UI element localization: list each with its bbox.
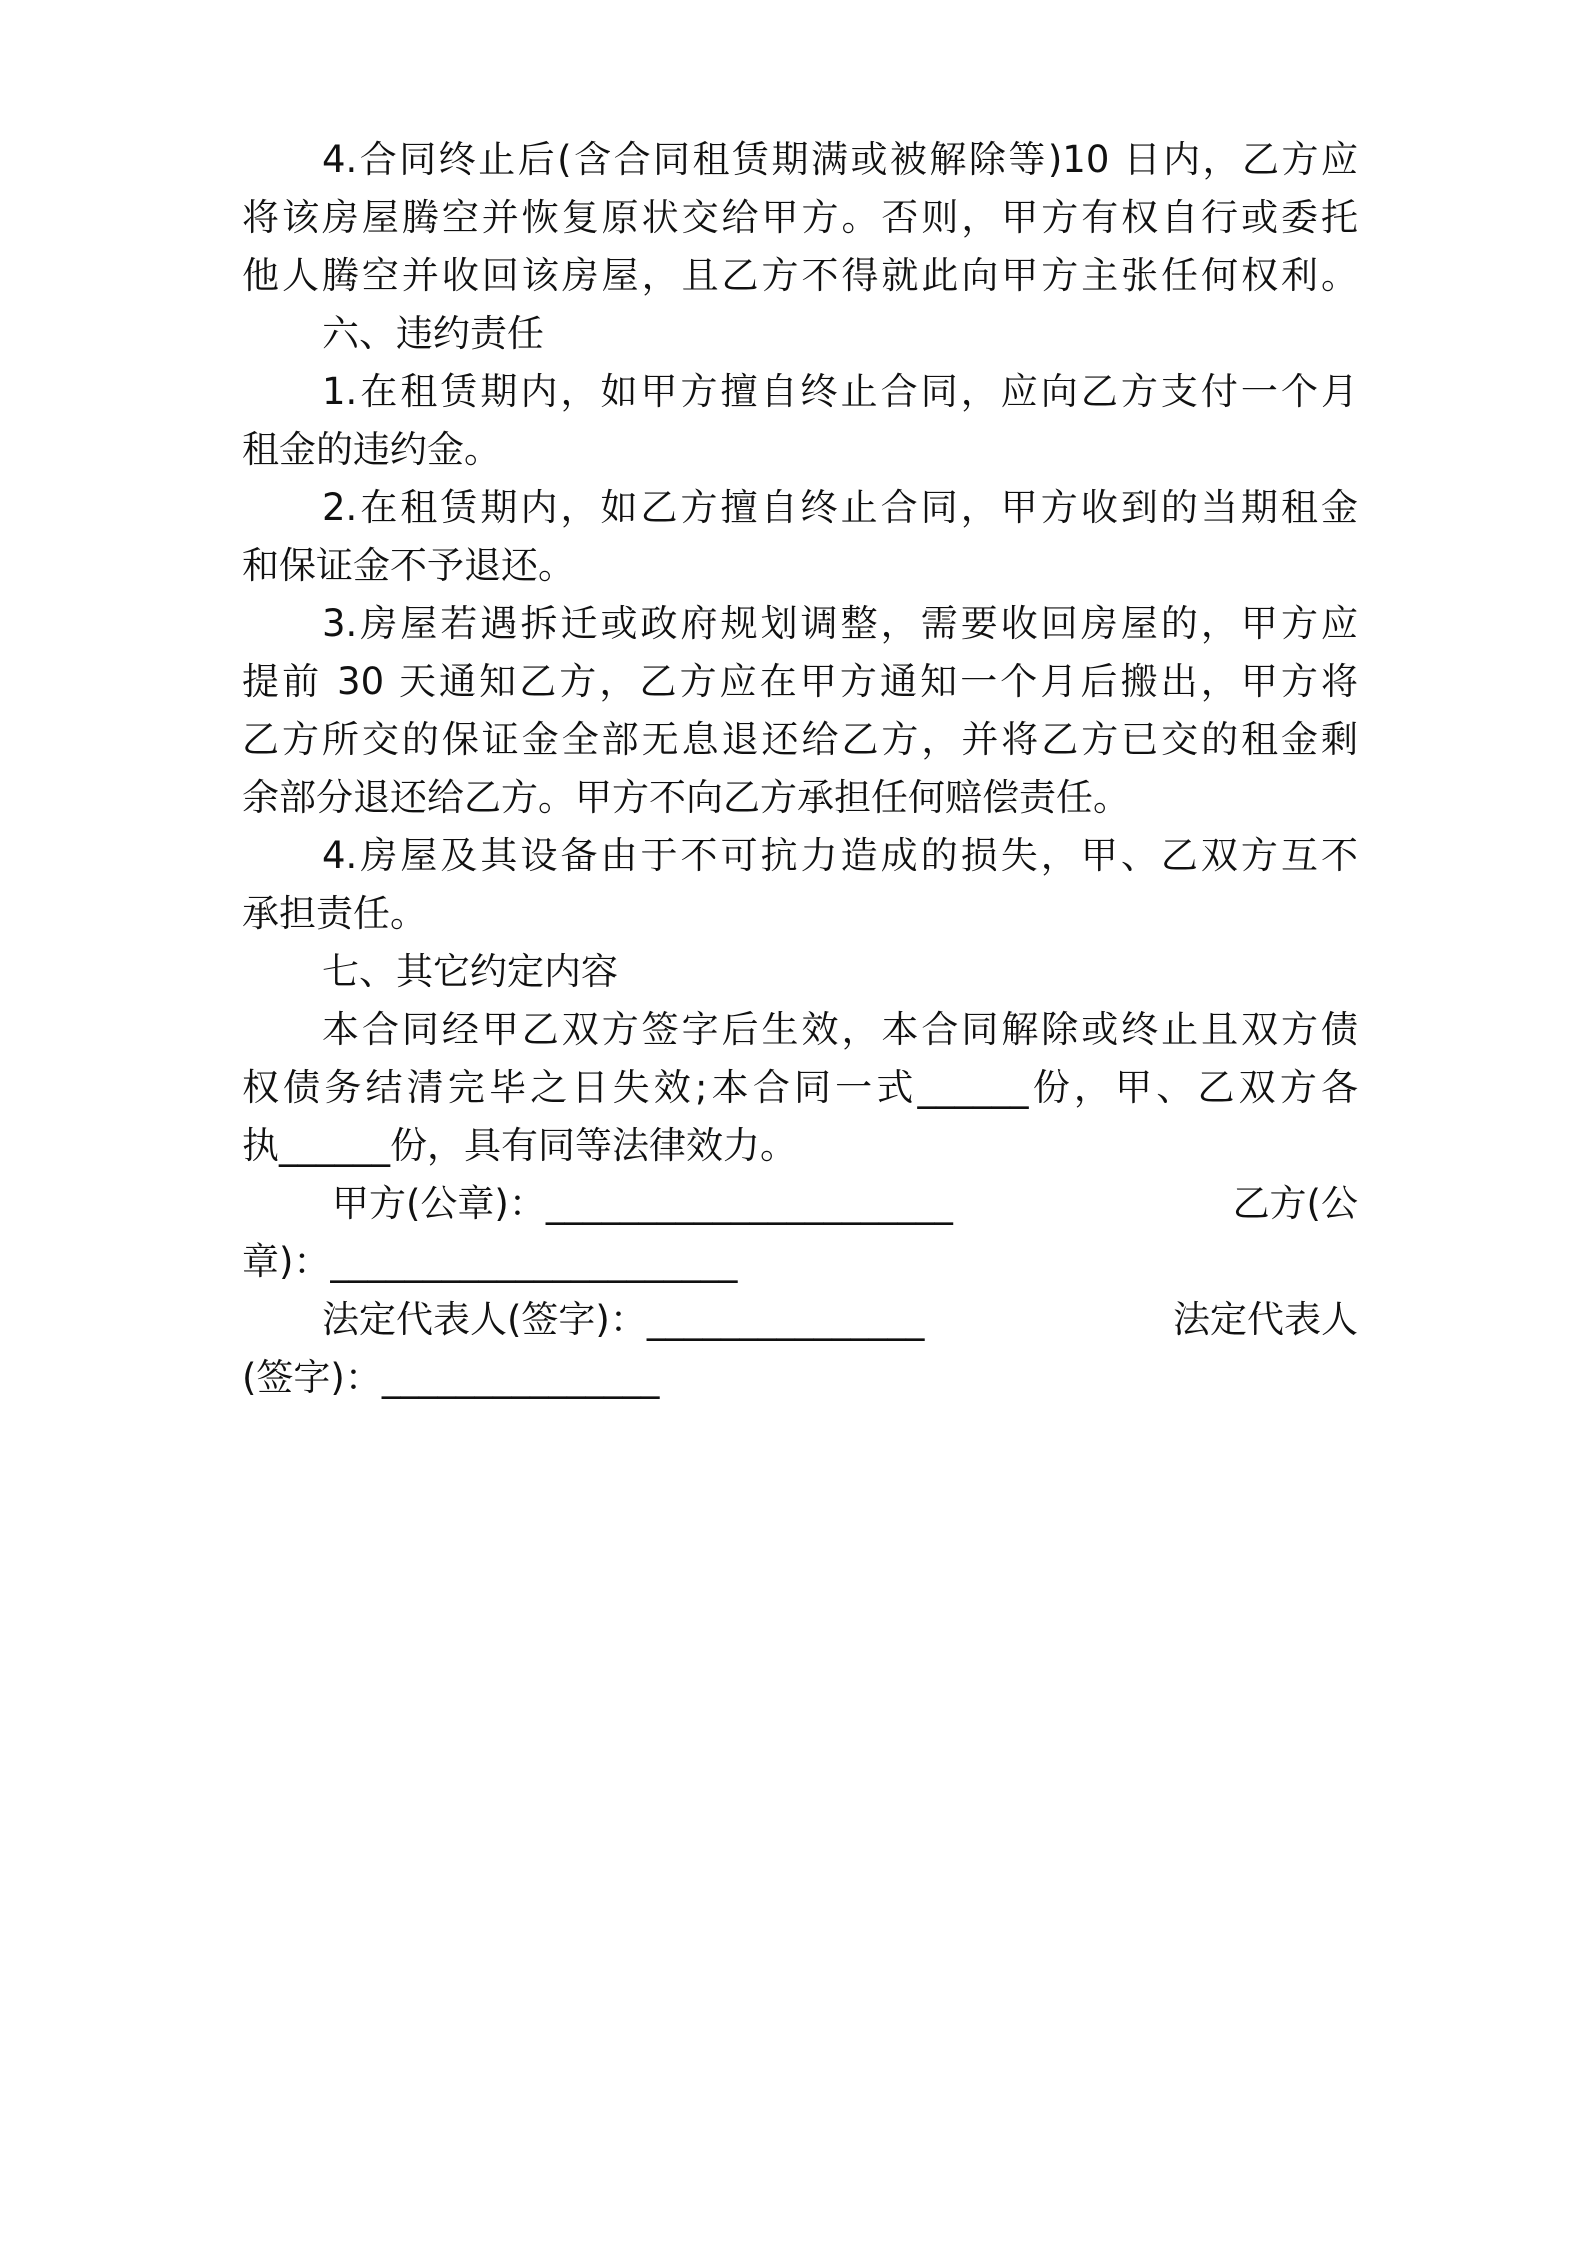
party-b-seal-label: 乙方(公: [1232, 1182, 1358, 1225]
party-b-rep-field: (签字)：_______________: [242, 1356, 660, 1399]
s5-item4-line1: 4.合同终止后(含合同租赁期满或被解除等)10 日内，乙方应: [322, 138, 1358, 181]
seal-row: [242, 1182, 1358, 1226]
s6-item1-line2: 租金的违约金。: [242, 428, 501, 471]
section7-heading: 七、其它约定内容: [322, 950, 618, 993]
s6-item4-line1: 4.房屋及其设备由于不可抗力造成的损失，甲、乙双方互不: [322, 834, 1358, 877]
section6-heading: 六、违约责任: [322, 312, 544, 355]
party-a-rep-field: 法定代表人(签字)：_______________: [322, 1298, 925, 1341]
s6-item1-line1: 1.在租赁期内，如甲方擅自终止合同，应向乙方支付一个月: [322, 370, 1358, 413]
s6-item2-line1: 2.在租赁期内，如乙方擅自终止合同，甲方收到的当期租金: [322, 486, 1358, 529]
s6-item3-line3: 乙方所交的保证金全部无息退还给乙方，并将乙方已交的租金剩: [242, 718, 1358, 761]
party-b-seal-field: 章)：______________________: [242, 1240, 738, 1283]
s6-item2-line2: 和保证金不予退还。: [242, 544, 575, 587]
s7-para-line1: 本合同经甲乙双方签字后生效，本合同解除或终止且双方债: [322, 1008, 1358, 1051]
rep-row: [242, 1298, 1358, 1342]
s6-item3-line2: 提前 30 天通知乙方，乙方应在甲方通知一个月后搬出，甲方将: [242, 660, 1358, 703]
s7-para-line3: 执______份，具有同等法律效力。: [242, 1124, 797, 1167]
s6-item4-line2: 承担责任。: [242, 892, 427, 935]
s6-item3-line4: 余部分退还给乙方。甲方不向乙方承担任何赔偿责任。: [242, 776, 1130, 819]
s6-item3-line1: 3.房屋若遇拆迁或政府规划调整，需要收回房屋的，甲方应: [322, 602, 1358, 645]
party-a-seal-field: 甲方(公章)：______________________: [332, 1182, 953, 1225]
party-b-rep-label: 法定代表人: [1173, 1298, 1358, 1341]
s7-para-line2: 权债务结清完毕之日失效;本合同一式______份，甲、乙双方各: [242, 1066, 1358, 1109]
s5-item4-line2: 将该房屋腾空并恢复原状交给甲方。否则，甲方有权自行或委托: [242, 196, 1358, 239]
s5-item4-line3: 他人腾空并收回该房屋，且乙方不得就此向甲方主张任何权利。: [242, 254, 1358, 297]
